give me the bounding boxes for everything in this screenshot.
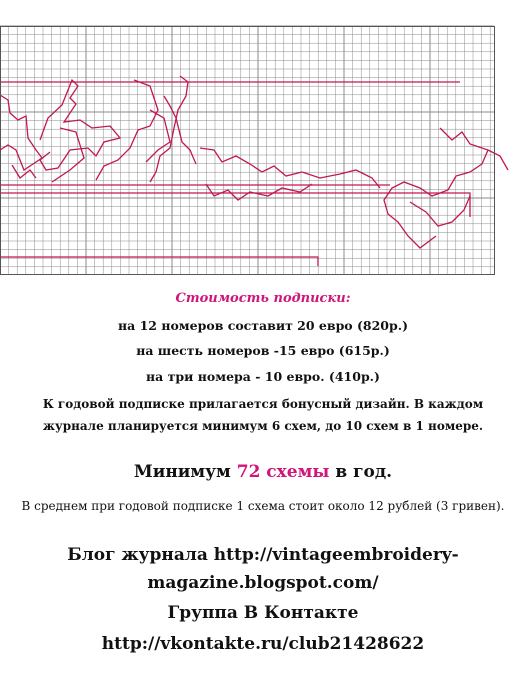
cat-outline xyxy=(146,110,170,162)
cat-outlines xyxy=(0,76,508,266)
cat-outline xyxy=(384,128,488,248)
vk-group-title: Группа В Контакте xyxy=(167,603,359,623)
bonus-text: К годовой подписке прилагается бонусный дизайн. В каждом журнале планируется минимум 6 схем, до 10 схем в 1 номере. xyxy=(42,397,484,433)
minimum-prefix: Минимум xyxy=(133,462,231,482)
cat-outline xyxy=(40,80,120,170)
average-price-text: В среднем при годовой подписке 1 схема стоит около 12 рублей (3 гривен). xyxy=(21,499,505,513)
price-12-issues: на 12 номеров составит 20 евро (820р.) xyxy=(117,318,409,333)
pattern-border xyxy=(1,27,495,275)
cross-stitch-cat-pattern xyxy=(0,0,526,282)
minimum-schemes-line xyxy=(0,462,526,482)
blog-link-text[interactable]: Блог журнала http://vintageembroidery-magazine.blogspot.com/ xyxy=(67,545,459,593)
vk-group-url[interactable]: http://vkontakte.ru/club21428622 xyxy=(101,634,425,654)
subscription-heading: Стоимость подписки: xyxy=(175,291,351,306)
cat-outline xyxy=(200,148,380,188)
minimum-accent: 72 схемы xyxy=(236,462,330,482)
cat-outline xyxy=(410,196,470,226)
cat-outline xyxy=(488,150,508,170)
minimum-suffix: в год. xyxy=(335,462,393,482)
cat-outline xyxy=(12,165,36,178)
cat-outline xyxy=(0,95,42,170)
price-3-issues: на три номера - 10 евро. (410р.) xyxy=(146,369,380,384)
price-6-issues: на шесть номеров -15 евро (615р.) xyxy=(136,343,390,358)
